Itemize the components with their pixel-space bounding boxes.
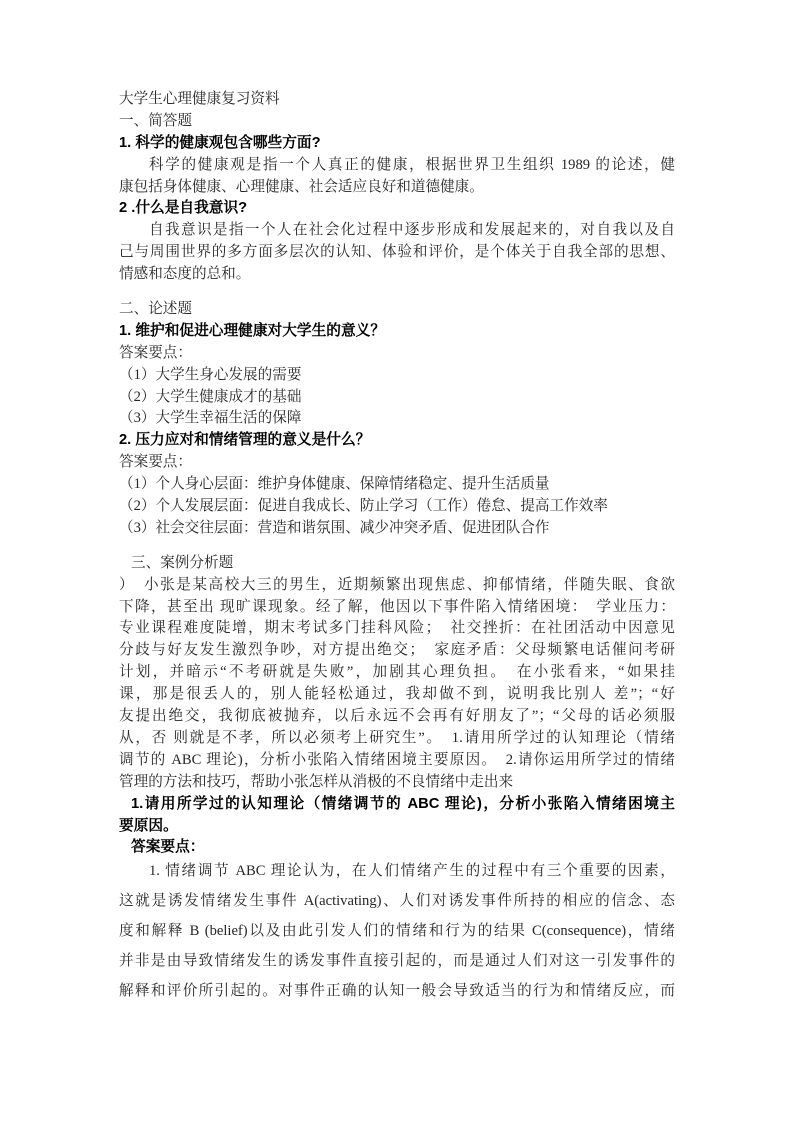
case-text-line: 管理的方法和技巧，帮助小张怎样从消极的不良情绪中走出来 bbox=[119, 773, 514, 790]
section1-answer2-line: 己与周围世界的多方面多层次的认知、体验和评价，是个体关于自我全部的思想、 bbox=[119, 244, 675, 261]
case-answer-line: 度和解释 B (belief)以及由此引发人们的情绪和行为的结果 C(consequence)，情绪 bbox=[119, 923, 675, 940]
section1-question2-heading: 2 .什么是自我意识? bbox=[119, 200, 248, 217]
case-answer-line: 解释和评价所引起的。对事件正确的认知一般会导致适当的行为和情绪反应，而 bbox=[119, 983, 675, 1000]
section-essay bbox=[119, 299, 675, 540]
answer-point: （2）个人发展层面：促进自我成长、防止学习（工作）倦怠、提高工作效率 bbox=[119, 498, 608, 515]
case-answer-line: 并非是由导致情绪发生的诱发事件直接引起的，而是通过人们对这一引发事件的 bbox=[119, 953, 675, 970]
case-answer-line: 这就是诱发情绪发生事件 A(activating)、人们对诱发事件所持的相应的信念、态 bbox=[119, 893, 675, 910]
section2-question2-heading: 2. 压力应对和情绪管理的意义是什么？ bbox=[119, 432, 371, 449]
case-text-line: 从，否 则就是不孝，所以必须考上研究生”。 1.请用所学过的认知理论（情绪 bbox=[119, 729, 675, 746]
section3-heading: 三、案例分析题 bbox=[131, 554, 234, 571]
case-text-line: ） 小张是某高校大三的男生，近期频繁出现焦虑、抑郁情绪，伴随失眠、食欲 bbox=[119, 576, 675, 593]
section1-answer1-line: 康包括身体健康、心理健康、社会适应良好和道德健康。 bbox=[119, 178, 484, 195]
answer-points-label: 答案要点： bbox=[119, 454, 192, 471]
case-subquestion-line: 要原因。 bbox=[119, 817, 178, 834]
case-text-line: 分歧与好友发生激烈争吵，对方提出绝交； 家庭矛盾：父母频繁电话催问考研 bbox=[119, 642, 675, 659]
section-short-answer bbox=[119, 111, 675, 286]
case-text-line: 调节的 ABC 理论)，分析小张陷入情绪困境主要原因。 2.请你运用所学过的情绪 bbox=[119, 751, 675, 768]
case-answer-paragraph bbox=[119, 856, 675, 1006]
case-answer-line: 1. 情绪调节 ABC 理论认为，在人们情绪产生的过程中有三个重要的因素， bbox=[149, 863, 675, 880]
section1-answer1-line: 科学的健康观是指一个人真正的健康，根据世界卫生组织 1989 的论述，健 bbox=[149, 156, 675, 173]
case-text-line: 专业课程难度陡增，期末考试多门挂科风险； 社交挫折：在社团活动中因意见 bbox=[119, 620, 675, 637]
case-subquestion-line: 1.请用所学过的认知理论（情绪调节的 ABC 理论)，分析小张陷入情绪困境主 bbox=[131, 795, 675, 812]
section-case-analysis bbox=[119, 553, 675, 1006]
doc-title: 大学生心理健康复习资料 bbox=[119, 91, 280, 107]
answer-point: （3）大学生幸福生活的保障 bbox=[119, 410, 302, 427]
answer-point: （2）大学生健康成才的基础 bbox=[119, 388, 302, 405]
case-text-line: 计划，并暗示“不考研就是失败”，加剧其心理负担。 在小张看来，“如果挂 bbox=[119, 664, 675, 681]
blank-line bbox=[119, 286, 675, 299]
section1-heading: 一、简答题 bbox=[119, 112, 192, 129]
case-text-line: 课，那是很丢人的，别人能轻松通过，我却做不到，说明我比别人 差”；“好 bbox=[119, 686, 675, 703]
answer-point: （3）社会交往层面：营造和谐氛围、减少冲突矛盾、促进团队合作 bbox=[119, 519, 550, 536]
answer-points-label: 答案要点： bbox=[119, 344, 192, 361]
section2-heading: 二、论述题 bbox=[119, 301, 192, 318]
section1-question1-heading: 1. 科学的健康观包含哪些方面? bbox=[119, 134, 321, 151]
answer-points-label: 答案要点： bbox=[131, 839, 205, 856]
answer-point: （1）个人身心层面：维护身体健康、保障情绪稳定、提升生活质量 bbox=[119, 476, 550, 493]
blank-line bbox=[119, 540, 675, 553]
case-text-line: 下降，甚至出 现旷课现象。经了解，他因以下事件陷入情绪困境： 学业压力： bbox=[119, 598, 675, 615]
case-text-line: 友提出绝交，我彻底被抛弃，以后永远不会再有好朋友了”；“父母的话必须服 bbox=[119, 708, 675, 725]
section1-answer2-line: 情感和态度的总和。 bbox=[119, 266, 251, 283]
answer-point: （1）大学生身心发展的需要 bbox=[119, 366, 302, 383]
section1-answer2-line: 自我意识是指一个人在社会化过程中逐步形成和发展起来的，对自我以及自 bbox=[149, 222, 675, 239]
section2-question1-heading: 1. 维护和促进心理健康对大学生的意义？ bbox=[119, 322, 386, 339]
